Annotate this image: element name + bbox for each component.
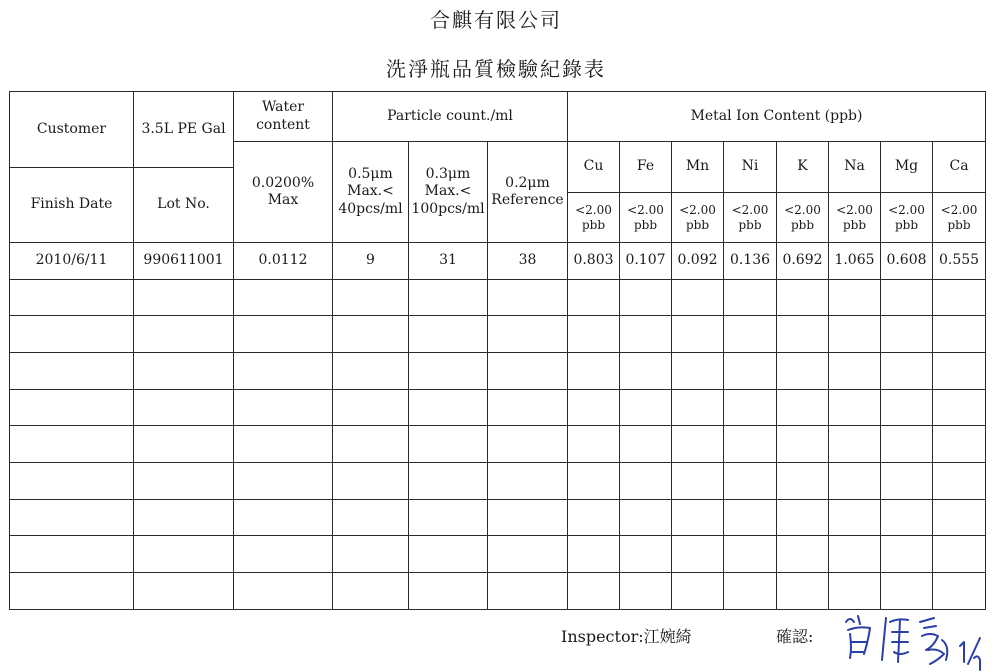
particle-02-spec (488, 142, 568, 243)
metal-value: 0.136 (724, 243, 777, 280)
metal-limit: <2.00 (679, 202, 716, 217)
lot-no-value: 990611001 (134, 243, 234, 280)
metal-name: Ni (724, 142, 777, 193)
inspection-record-table (9, 91, 986, 610)
p05-line3: 40pcs/ml (338, 200, 403, 217)
metal-unit: pbb (738, 217, 762, 232)
metal-name: Na (829, 142, 881, 193)
p03-line3: 100pcs/ml (411, 200, 485, 217)
metal-value: 0.555 (933, 243, 986, 280)
metal-unit: pbb (685, 217, 710, 232)
metal-value: 0.608 (881, 243, 933, 280)
metal-unit: pbb (633, 217, 658, 232)
metal-name: Ca (933, 142, 986, 193)
product-name: 3.5L PE Gal (134, 92, 234, 168)
empty-row (10, 316, 986, 353)
p02-line1: 0.2μm (505, 174, 550, 191)
metal-name: Fe (620, 142, 672, 193)
confirm-label: 確認: (776, 627, 814, 646)
metal-unit: pbb (581, 217, 606, 232)
metal-ion-header: Metal Ion Content (ppb) (568, 92, 986, 142)
empty-row (10, 426, 986, 463)
p05-line2: Max.< (347, 183, 394, 200)
metal-value: 0.692 (777, 243, 829, 280)
table-row (10, 243, 986, 280)
empty-rows (10, 280, 986, 610)
water-label-line1: Water (261, 99, 305, 115)
metal-name: Mn (672, 142, 724, 193)
empty-row (10, 500, 986, 536)
metal-spec (881, 193, 933, 243)
metal-limit: <2.00 (940, 202, 978, 217)
water-spec-line1: 0.0200% (251, 174, 315, 191)
signature-drawing (838, 602, 988, 672)
empty-row (10, 353, 986, 390)
p05-value: 9 (333, 243, 409, 280)
metal-limit: <2.00 (731, 202, 769, 217)
water-value: 0.0112 (234, 243, 333, 280)
particle-05-spec (333, 142, 409, 243)
metal-unit: pbb (894, 217, 919, 232)
p03-line2: Max.< (424, 183, 472, 200)
empty-row (10, 280, 986, 316)
metal-unit: pbb (790, 217, 815, 232)
metal-limit: <2.00 (784, 202, 821, 217)
inspector-label: Inspector:江婉綺 (561, 627, 692, 646)
p05-line1: 0.5μm (348, 165, 393, 182)
p03-line1: 0.3μm (425, 165, 471, 182)
metal-limit: <2.00 (627, 202, 664, 217)
p03-value: 31 (409, 243, 488, 280)
metal-value: 1.065 (829, 243, 881, 280)
water-spec-line2: Max (267, 192, 299, 208)
water-spec (234, 142, 333, 243)
particle-count-header: Particle count./ml (333, 92, 568, 142)
particle-03-spec (409, 142, 488, 243)
metal-limit: <2.00 (575, 202, 612, 217)
water-label-line2: content (256, 116, 310, 133)
metal-value: 0.092 (672, 243, 724, 280)
p02-value: 38 (488, 243, 568, 280)
finish-date-value: 2010/6/11 (10, 243, 134, 280)
metal-unit: pbb (842, 217, 867, 232)
metal-spec (933, 193, 986, 243)
metal-value: 0.803 (568, 243, 620, 280)
metal-limit: <2.00 (836, 202, 873, 217)
finish-date-label: Finish Date (10, 168, 134, 243)
company-name: 合麒有限公司 (430, 8, 562, 32)
metal-limit: <2.00 (888, 202, 925, 217)
metal-spec (724, 193, 777, 243)
empty-row (10, 463, 986, 500)
metal-name: K (777, 142, 829, 193)
handwritten-signature (838, 602, 988, 672)
form-title: 洗淨瓶品質檢驗紀錄表 (386, 57, 606, 81)
metal-spec (777, 193, 829, 243)
metal-spec (568, 193, 620, 243)
empty-row (10, 536, 986, 573)
lot-no-label: Lot No. (134, 168, 234, 243)
metal-value: 0.107 (620, 243, 672, 280)
metal-name: Mg (881, 142, 933, 193)
metal-unit: pbb (947, 217, 971, 232)
metal-spec (829, 193, 881, 243)
metal-name: Cu (568, 142, 620, 193)
empty-row (10, 390, 986, 426)
metal-spec (672, 193, 724, 243)
p02-line2: Reference (491, 192, 564, 208)
customer-label: Customer (10, 92, 134, 168)
metal-spec (620, 193, 672, 243)
water-content-header (234, 92, 333, 142)
